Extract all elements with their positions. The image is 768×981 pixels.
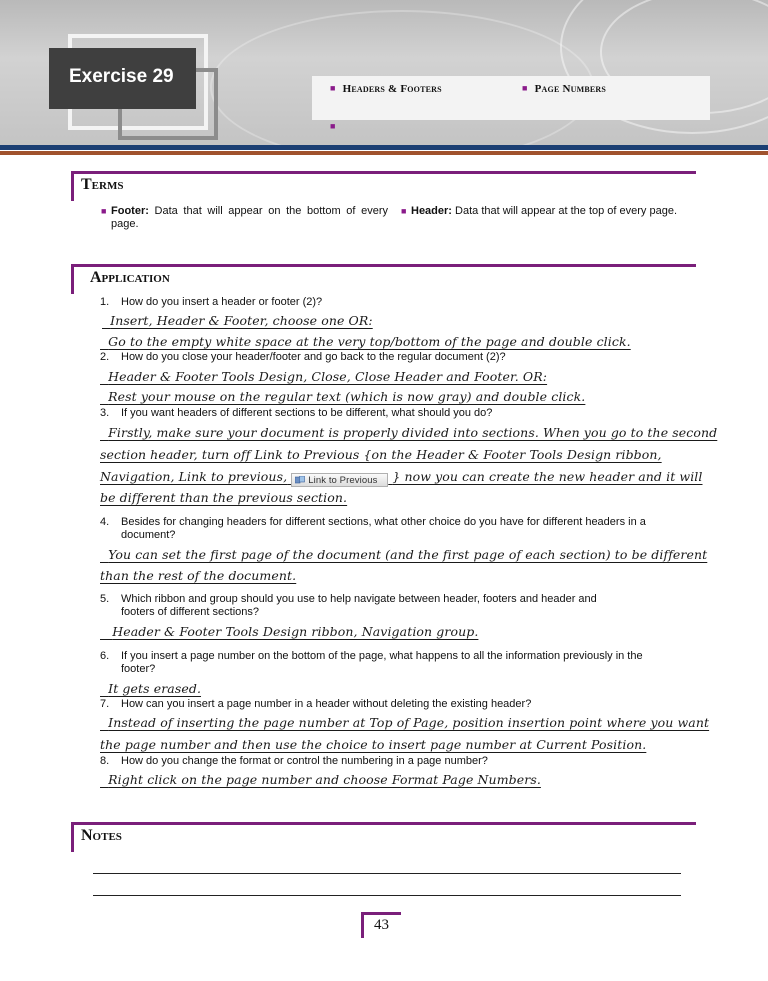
topic-item: ■ Page Numbers [522,83,607,95]
bullet-icon: ■ [522,83,528,93]
question: 6. If you insert a page number on the bottom of the page, what happens to all the information previously in the footer? [100,650,643,675]
answer-line: It gets erased. [108,681,202,696]
answer-line: Instead of inserting the page number at Top of Page, position insertion point where you want [108,715,710,730]
bullet-icon: ■ [401,206,407,216]
question: 5. Which ribbon and group should you use to help navigate between header, footers and header and footers of different sections? [100,593,597,618]
bullet-icon: ■ [330,83,336,93]
link-icon [295,476,305,484]
bullet-icon: ■ [330,121,336,131]
exercise-label: Exercise 29 [49,48,196,109]
topic-item-empty [330,121,343,133]
heading-rule [71,264,74,294]
notes-heading [71,822,696,852]
header-rule [0,145,768,150]
answer-line: Go to the empty white space at the very top/bottom of the page and double click. [108,334,631,349]
answer-line: Navigation, Link to previous, Link to Previous } now you can create the new header and it will [100,469,703,486]
term-footer: ■ Footer: Data that will appear on the bottom of every page. [101,205,388,230]
answer-line: Header & Footer Tools Design ribbon, Navigation group. [112,624,479,639]
question: 1. How do you insert a header or footer (2)? [100,296,323,308]
application-heading [71,264,696,294]
link-to-previous-button[interactable]: Link to Previous [291,473,388,487]
answer-line: the page number and then use the choice to insert page number at Current Position. [100,737,647,752]
heading-rule [71,264,696,267]
answer-line: section header, turn off Link to Previous {on the Header & Footer Tools Design ribbon, [100,447,662,462]
answer-line: than the rest of the document. [100,568,297,583]
page-number: 43 [374,917,389,933]
notes-title: Notes [81,827,122,844]
terms-heading [71,171,696,201]
answer-line: Right click on the page number and choose Format Page Numbers. [108,772,541,787]
terms-title: Terms [81,176,124,193]
notes-writing-line [93,895,681,896]
answer-line: Header & Footer Tools Design, Close, Close Header and Footer. OR: [108,369,548,384]
question: 7. How can you insert a page number in a header without deleting the existing header? [100,698,532,710]
term-header: ■ Header: Data that will appear at the top of every page. [401,205,678,217]
question: 8. How do you change the format or control the numbering in a page number? [100,755,488,767]
heading-rule [71,822,696,825]
question: 4. Besides for changing headers for different sections, what other choice do you have for different headers in a document? [100,516,646,541]
header-banner [0,0,768,145]
heading-rule [361,912,364,938]
answer-line: You can set the first page of the document (and the first page of each section) to be different [108,547,708,562]
answer-line: Insert, Header & Footer, choose one OR: [110,313,373,328]
answer-line: Rest your mouse on the regular text (which is now gray) and double click. [108,389,586,404]
question: 3. If you want headers of different sections to be different, what should you do? [100,407,493,419]
bullet-icon: ■ [101,206,107,216]
question: 2. How do you close your header/footer and go back to the regular document (2)? [100,351,506,363]
heading-rule [71,822,74,852]
topics-box [312,76,710,120]
answer-line: be different than the previous section. [100,490,348,505]
heading-rule [71,171,74,201]
heading-rule [71,171,696,174]
heading-rule [361,912,401,915]
notes-writing-line [93,873,681,874]
topic-item: ■ Headers & Footers [330,83,442,95]
header-rule [0,151,768,155]
page-number-box [361,912,401,938]
answer-line: Firstly, make sure your document is properly divided into sections. When you go to the second [108,425,718,440]
application-title: Application [90,269,170,286]
